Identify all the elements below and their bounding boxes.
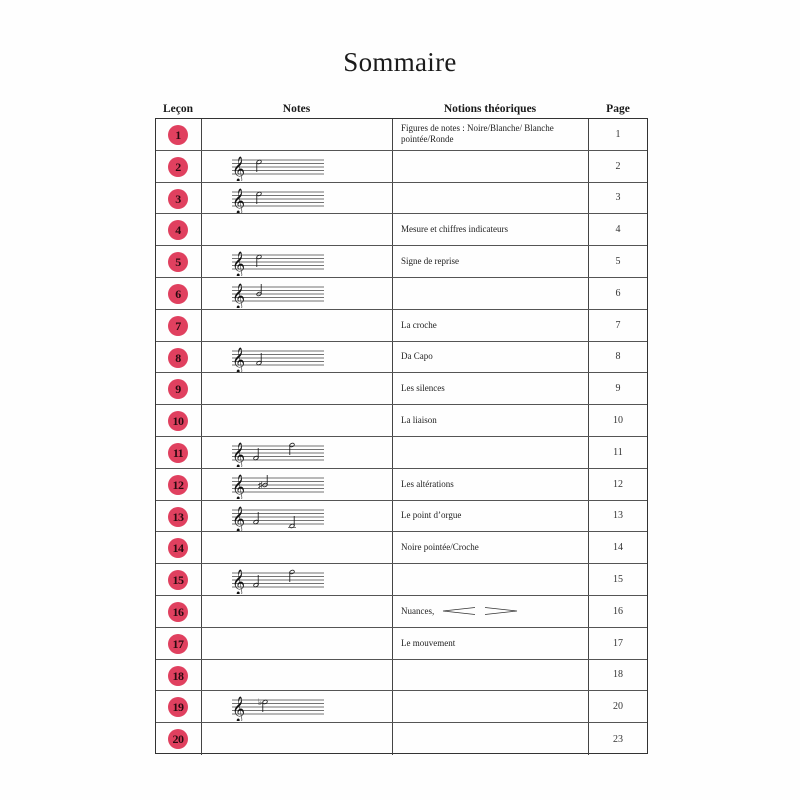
flat-icon: ♭ bbox=[258, 697, 263, 708]
page-cell bbox=[589, 119, 647, 150]
notion-text-wrap bbox=[401, 723, 584, 755]
page-cell bbox=[589, 469, 647, 500]
half-note-icon bbox=[253, 575, 259, 588]
page-number: 10 bbox=[613, 415, 623, 427]
treble-clef-icon: 𝄞 bbox=[232, 474, 246, 499]
notion-text-wrap bbox=[401, 151, 584, 182]
music-staff bbox=[232, 153, 324, 181]
notes-cell bbox=[202, 373, 393, 404]
notion-text: La liaison bbox=[401, 415, 437, 426]
lesson-number-badge: 4 bbox=[168, 220, 188, 240]
table-row bbox=[156, 214, 647, 246]
lesson-number-badge: 20 bbox=[168, 729, 188, 749]
page-number: 3 bbox=[615, 192, 621, 204]
half-note-icon bbox=[253, 512, 259, 525]
page-cell bbox=[589, 532, 647, 563]
lecon-cell bbox=[156, 151, 202, 182]
table-row bbox=[156, 278, 647, 310]
table-row bbox=[156, 183, 647, 215]
page-number: 5 bbox=[615, 256, 621, 268]
lecon-cell bbox=[156, 342, 202, 373]
notion-text: La croche bbox=[401, 319, 437, 330]
header-page: Page bbox=[606, 103, 630, 115]
table-row bbox=[156, 437, 647, 469]
treble-clef-icon: 𝄞 bbox=[232, 697, 246, 722]
lesson-number-badge: 19 bbox=[168, 697, 188, 717]
lecon-cell bbox=[156, 246, 202, 277]
lecon-cell bbox=[156, 723, 202, 755]
treble-clef-icon: 𝄞 bbox=[232, 506, 246, 531]
notion-text: Da Capo bbox=[401, 351, 433, 362]
notes-cell bbox=[202, 469, 393, 500]
treble-clef-icon: 𝄞 bbox=[232, 570, 246, 595]
notes-cell bbox=[202, 342, 393, 373]
page-number: 23 bbox=[613, 733, 623, 745]
lecon-cell bbox=[156, 532, 202, 563]
page-number: 6 bbox=[615, 287, 621, 299]
crescendo-icon bbox=[442, 607, 476, 615]
page-cell bbox=[589, 310, 647, 341]
notes-cell bbox=[202, 405, 393, 436]
notions-cell bbox=[393, 183, 589, 214]
page-number: 1 bbox=[615, 128, 621, 140]
notions-cell bbox=[393, 214, 589, 245]
notion-text-wrap bbox=[401, 596, 584, 627]
table-row bbox=[156, 532, 647, 564]
lesson-number-badge: 6 bbox=[168, 284, 188, 304]
notion-text-wrap bbox=[401, 564, 584, 595]
half-note-icon bbox=[256, 191, 262, 204]
notion-text: Le point d’orgue bbox=[401, 510, 462, 521]
notion-text: Nuances, bbox=[401, 605, 435, 616]
notion-text: Noire pointée/Croche bbox=[401, 542, 479, 553]
treble-clef-icon: 𝄞 bbox=[232, 188, 246, 213]
header-notions: Notions théoriques bbox=[443, 103, 537, 115]
page-cell bbox=[589, 596, 647, 627]
notions-cell bbox=[393, 437, 589, 468]
lecon-cell bbox=[156, 310, 202, 341]
table-row bbox=[156, 660, 647, 692]
lesson-number-badge: 17 bbox=[168, 634, 188, 654]
notion-text-wrap bbox=[401, 310, 584, 341]
page-number: 16 bbox=[613, 605, 623, 617]
notion-text: Mesure et chiffres indicateurs bbox=[401, 224, 509, 235]
music-staff bbox=[232, 280, 324, 308]
page-cell bbox=[589, 501, 647, 532]
music-staff bbox=[232, 185, 324, 213]
notions-cell bbox=[393, 660, 589, 691]
notes-cell bbox=[202, 501, 393, 532]
notes-cell bbox=[202, 660, 393, 691]
lecon-cell bbox=[156, 691, 202, 722]
page-number: 11 bbox=[613, 446, 623, 458]
table-row bbox=[156, 342, 647, 374]
notes-cell bbox=[202, 214, 393, 245]
treble-clef-icon: 𝄞 bbox=[232, 156, 246, 181]
notion-text-wrap bbox=[401, 469, 584, 500]
notions-cell bbox=[393, 596, 589, 627]
lesson-number-badge: 14 bbox=[168, 538, 188, 558]
lecon-cell bbox=[156, 469, 202, 500]
page-cell bbox=[589, 405, 647, 436]
music-staff bbox=[232, 248, 324, 276]
music-staff bbox=[232, 566, 324, 594]
page-cell bbox=[589, 342, 647, 373]
treble-clef-icon: 𝄞 bbox=[232, 284, 246, 308]
notions-cell bbox=[393, 246, 589, 277]
notions-cell bbox=[393, 278, 589, 309]
page-title: Sommaire bbox=[343, 47, 457, 77]
notion-text-wrap bbox=[401, 532, 584, 563]
table-row bbox=[156, 246, 647, 278]
lesson-number-badge: 12 bbox=[168, 475, 188, 495]
lecon-cell bbox=[156, 183, 202, 214]
notion-text: Les silences bbox=[401, 383, 445, 394]
notes-cell bbox=[202, 723, 393, 755]
lecon-cell bbox=[156, 214, 202, 245]
table-row bbox=[156, 596, 647, 628]
half-note-icon bbox=[256, 255, 262, 268]
half-note-icon bbox=[253, 448, 259, 461]
notion-text: Les altérations bbox=[401, 478, 454, 489]
page-cell bbox=[589, 628, 647, 659]
lesson-number-badge: 8 bbox=[168, 348, 188, 368]
page-cell bbox=[589, 373, 647, 404]
music-staff bbox=[232, 344, 324, 372]
lecon-cell bbox=[156, 119, 202, 150]
table-row bbox=[156, 469, 647, 501]
lesson-number-badge: 5 bbox=[168, 252, 188, 272]
table-row bbox=[156, 310, 647, 342]
notion-text-wrap bbox=[401, 501, 584, 532]
notion-text-wrap bbox=[401, 214, 584, 245]
notions-cell bbox=[393, 119, 589, 150]
music-staff bbox=[232, 471, 324, 499]
notions-cell bbox=[393, 723, 589, 755]
notion-text-wrap bbox=[401, 691, 584, 722]
lesson-number-badge: 11 bbox=[168, 443, 188, 463]
notions-cell bbox=[393, 501, 589, 532]
notes-cell bbox=[202, 437, 393, 468]
notion-text-wrap bbox=[401, 660, 584, 691]
lesson-number-badge: 7 bbox=[168, 316, 188, 336]
page-cell bbox=[589, 660, 647, 691]
page-cell bbox=[589, 723, 647, 755]
page-number: 9 bbox=[615, 383, 621, 395]
page-number: 2 bbox=[615, 160, 621, 172]
page-number: 20 bbox=[613, 701, 623, 713]
lecon-cell bbox=[156, 405, 202, 436]
notion-text-wrap bbox=[401, 437, 584, 468]
notes-cell bbox=[202, 246, 393, 277]
table-row bbox=[156, 628, 647, 660]
notes-cell bbox=[202, 119, 393, 150]
lesson-number-badge: 10 bbox=[168, 411, 188, 431]
lesson-number-badge: 16 bbox=[168, 602, 188, 622]
half-note-icon bbox=[256, 353, 262, 366]
lecon-cell bbox=[156, 501, 202, 532]
page-number: 17 bbox=[613, 637, 623, 649]
notes-cell bbox=[202, 596, 393, 627]
lecon-cell bbox=[156, 596, 202, 627]
notion-text-wrap bbox=[401, 405, 584, 436]
notes-cell bbox=[202, 310, 393, 341]
table-row bbox=[156, 691, 647, 723]
lesson-number-badge: 9 bbox=[168, 379, 188, 399]
page-number: 7 bbox=[615, 319, 621, 331]
page-cell bbox=[589, 564, 647, 595]
header-notes: Notes bbox=[282, 103, 311, 115]
notes-cell bbox=[202, 564, 393, 595]
half-note-icon bbox=[258, 697, 268, 712]
notes-cell bbox=[202, 691, 393, 722]
notion-text-wrap bbox=[401, 183, 584, 214]
notion-text-wrap bbox=[401, 342, 584, 373]
lecon-cell bbox=[156, 564, 202, 595]
notions-cell bbox=[393, 691, 589, 722]
lesson-number-badge: 1 bbox=[168, 125, 188, 145]
lecon-cell bbox=[156, 628, 202, 659]
treble-clef-icon: 𝄞 bbox=[232, 347, 246, 372]
table-row bbox=[156, 501, 647, 533]
table-row bbox=[156, 373, 647, 405]
page-cell bbox=[589, 278, 647, 309]
notions-cell bbox=[393, 532, 589, 563]
lesson-number-badge: 18 bbox=[168, 666, 188, 686]
lecon-cell bbox=[156, 660, 202, 691]
lecon-cell bbox=[156, 373, 202, 404]
notion-text-wrap bbox=[401, 246, 584, 277]
notion-text: Figures de notes : Noire/Blanche/ Blanche pointée/Ronde bbox=[401, 123, 554, 145]
table-row bbox=[156, 119, 647, 151]
notion-text-wrap bbox=[401, 278, 584, 309]
table-row bbox=[156, 405, 647, 437]
notions-cell bbox=[393, 405, 589, 436]
lesson-number-badge: 3 bbox=[168, 189, 188, 209]
page-cell bbox=[589, 246, 647, 277]
music-staff bbox=[232, 503, 324, 531]
page-number: 12 bbox=[613, 478, 623, 490]
music-staff bbox=[232, 693, 324, 721]
sharp-icon: ♯ bbox=[258, 479, 263, 490]
notion-text: Le mouvement bbox=[401, 637, 456, 648]
decrescendo-icon bbox=[484, 607, 518, 615]
page-number: 8 bbox=[615, 351, 621, 363]
notion-text-wrap bbox=[401, 119, 584, 150]
half-note-icon bbox=[258, 475, 268, 490]
music-staff bbox=[232, 439, 324, 467]
notions-cell bbox=[393, 342, 589, 373]
page-number: 18 bbox=[613, 669, 623, 681]
half-note-icon bbox=[288, 516, 296, 529]
table-row bbox=[156, 564, 647, 596]
page-number: 14 bbox=[613, 542, 623, 554]
page-cell bbox=[589, 151, 647, 182]
notes-cell bbox=[202, 151, 393, 182]
notes-cell bbox=[202, 628, 393, 659]
notion-text-wrap bbox=[401, 628, 584, 659]
notion-text: Signe de reprise bbox=[401, 256, 459, 267]
notions-cell bbox=[393, 628, 589, 659]
notions-cell bbox=[393, 310, 589, 341]
header-lecon: Leçon bbox=[162, 103, 194, 115]
notions-cell bbox=[393, 373, 589, 404]
notes-cell bbox=[202, 183, 393, 214]
notes-cell bbox=[202, 532, 393, 563]
treble-clef-icon: 𝄞 bbox=[232, 252, 246, 277]
half-note-icon bbox=[256, 159, 262, 172]
lesson-number-badge: 13 bbox=[168, 507, 188, 527]
lecon-cell bbox=[156, 278, 202, 309]
notes-cell bbox=[202, 278, 393, 309]
lesson-number-badge: 15 bbox=[168, 570, 188, 590]
page-number: 15 bbox=[613, 574, 623, 586]
notions-cell bbox=[393, 564, 589, 595]
table-row bbox=[156, 723, 647, 755]
treble-clef-icon: 𝄞 bbox=[232, 443, 246, 467]
lesson-number-badge: 2 bbox=[168, 157, 188, 177]
page-cell bbox=[589, 437, 647, 468]
notions-cell bbox=[393, 151, 589, 182]
notions-cell bbox=[393, 469, 589, 500]
page-cell bbox=[589, 214, 647, 245]
page-cell bbox=[589, 691, 647, 722]
lecon-cell bbox=[156, 437, 202, 468]
contents-table bbox=[155, 118, 648, 754]
table-row bbox=[156, 151, 647, 183]
page-cell bbox=[589, 183, 647, 214]
notion-text-wrap bbox=[401, 373, 584, 404]
page-number: 4 bbox=[615, 224, 621, 236]
page-number: 13 bbox=[613, 510, 623, 522]
